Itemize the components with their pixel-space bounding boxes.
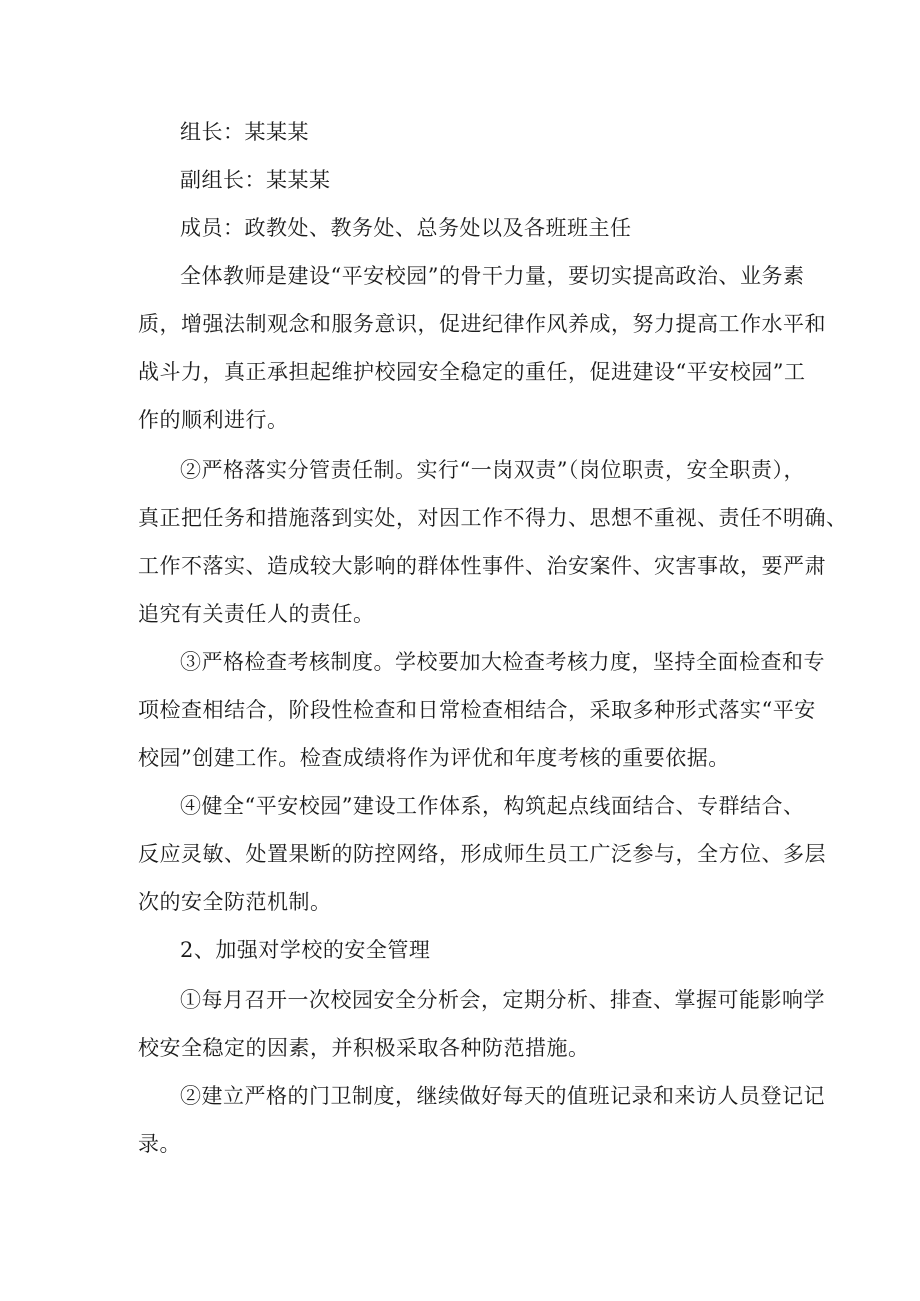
- leader-line: 组长：某某某: [180, 120, 309, 144]
- paragraph-line: ④健全“平安校园”建设工作体系，构筑起点线面结合、专群结合、: [180, 794, 805, 818]
- paragraph-line: 质，增强法制观念和服务意识，促进纪律作风养成，努力提高工作水平和: [138, 312, 826, 336]
- paragraph-line: ②严格落实分管责任制。实行“一岗双责”（岗位职责，安全职责），: [180, 458, 805, 482]
- members-line: 成员：政教处、教务处、总务处以及各班班主任: [180, 216, 632, 240]
- paragraph-line: 项检查相结合，阶段性检查和日常检查相结合，采取多种形式落实“平安: [138, 698, 816, 722]
- paragraph-line: 校安全稳定的因素，并积极采取各种防范措施。: [138, 1036, 590, 1060]
- paragraph-line: ①每月召开一次校园安全分析会，定期分析、排查、掌握可能影响学: [180, 988, 825, 1012]
- paragraph-line: 录。: [138, 1132, 181, 1156]
- paragraph-line: ②建立严格的门卫制度，继续做好每天的值班记录和来访人员登记记: [180, 1084, 825, 1108]
- deputy-leader-line: 副组长：某某某: [180, 168, 331, 192]
- paragraph-line: 战斗力，真正承担起维护校园安全稳定的重任，促进建设“平安校园”工: [138, 360, 806, 384]
- paragraph-line: 作的顺利进行。: [138, 408, 289, 432]
- paragraph-line: 次的安全防范机制。: [138, 890, 332, 914]
- paragraph-line: 真正把任务和措施落到实处，对因工作不得力、思想不重视、责任不明确、: [138, 506, 848, 530]
- section-heading: 2、加强对学校的安全管理: [180, 938, 431, 962]
- paragraph-line: 追究有关责任人的责任。: [138, 602, 375, 626]
- paragraph-line: 工作不落实、造成较大影响的群体性事件、治安案件、灾害事故，要严肃: [138, 554, 826, 578]
- paragraph-line: 反应灵敏、处置果断的防控网络，形成师生员工广泛参与，全方位、多层: [138, 842, 826, 866]
- paragraph-line: ③严格检查考核制度。学校要加大检查考核力度，坚持全面检查和专: [180, 650, 825, 674]
- paragraph-line: 全体教师是建设“平安校园”的骨干力量，要切实提高政治、业务素: [180, 264, 805, 288]
- paragraph-line: 校园”创建工作。检查成绩将作为评优和年度考核的重要依据。: [138, 746, 730, 770]
